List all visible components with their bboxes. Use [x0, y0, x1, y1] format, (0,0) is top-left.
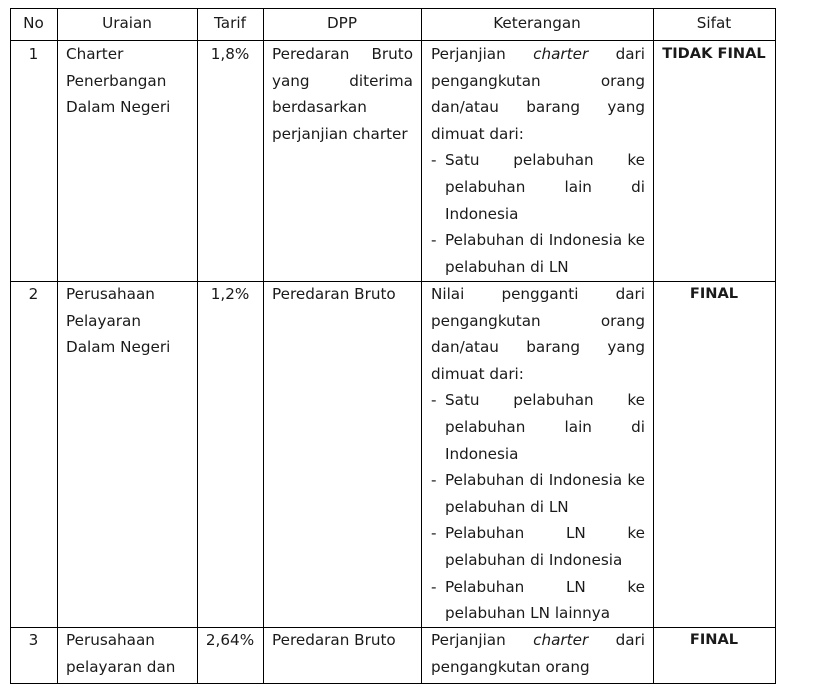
header-keterangan: Keterangan — [493, 14, 581, 32]
row-1-uraian: Charter Penerbangan Dalam Negeri — [66, 45, 171, 117]
row-2-sifat: FINAL — [689, 285, 739, 302]
grid-line — [197, 8, 198, 684]
row-3-keterangan-text: Perjanjian charter dari pengangkutan orang — [431, 631, 645, 676]
row-3-uraian: Perusahaan pelayaran dan — [66, 631, 176, 676]
row-3-sifat: FINAL — [689, 631, 739, 648]
grid-line — [653, 8, 654, 684]
row-3-tarif: 2,64% — [205, 631, 255, 649]
row-2-uraian: Perusahaan Pelayaran Dalam Negeri — [66, 285, 171, 357]
row-1-sifat: TIDAK FINAL — [662, 45, 766, 62]
header-dpp: DPP — [326, 14, 357, 32]
grid-line — [421, 8, 422, 684]
list-item: - Satu pelabuhan ke pelabuhan lain di Indonesia — [431, 391, 645, 463]
list-item: - Pelabuhan LN ke pelabuhan di Indonesia — [431, 524, 645, 569]
header-sifat: Sifat — [696, 14, 732, 32]
row-2-keterangan-text: Nilai pengganti dari pengangkutan orang dan/atau barang yang dimuat dari: — [431, 285, 645, 383]
row-1-tarif: 1,8% — [210, 45, 250, 63]
tax-rate-table — [10, 8, 776, 684]
row-3-keterangan — [431, 627, 645, 680]
list-item: - Pelabuhan LN ke pelabuhan LN lainnya — [431, 577, 645, 623]
row-1-no: 1 — [28, 45, 39, 63]
list-item: - Pelabuhan di Indonesia ke pelabuhan di LN — [431, 471, 645, 516]
list-item: - Pelabuhan di Indonesia ke pelabuhan di LN — [431, 231, 645, 276]
header-tarif: Tarif — [214, 14, 246, 32]
row-1-dpp: Peredaran Bruto yang diterima berdasarkan perjanjian charter — [272, 45, 413, 143]
list-item: - Satu pelabuhan ke pelabuhan lain di Indonesia — [431, 151, 645, 223]
row-2-dpp: Peredaran Bruto — [272, 285, 396, 303]
row-2-no: 2 — [28, 285, 39, 303]
header-no: No — [23, 14, 44, 32]
grid-line — [57, 8, 58, 684]
row-1-keterangan-text: Perjanjian charter dari pengangkutan orang dan/atau barang yang dimuat dari: — [431, 45, 645, 143]
row-2-tarif: 1,2% — [210, 285, 250, 303]
grid-line — [775, 8, 776, 684]
grid-line — [10, 683, 776, 684]
grid-line — [10, 8, 11, 684]
header-uraian: Uraian — [102, 14, 152, 32]
grid-line — [263, 8, 264, 684]
row-2-keterangan — [431, 281, 645, 627]
row-3-dpp: Peredaran Bruto — [272, 631, 396, 649]
row-3-no: 3 — [28, 631, 39, 649]
row-1-keterangan — [431, 41, 645, 280]
